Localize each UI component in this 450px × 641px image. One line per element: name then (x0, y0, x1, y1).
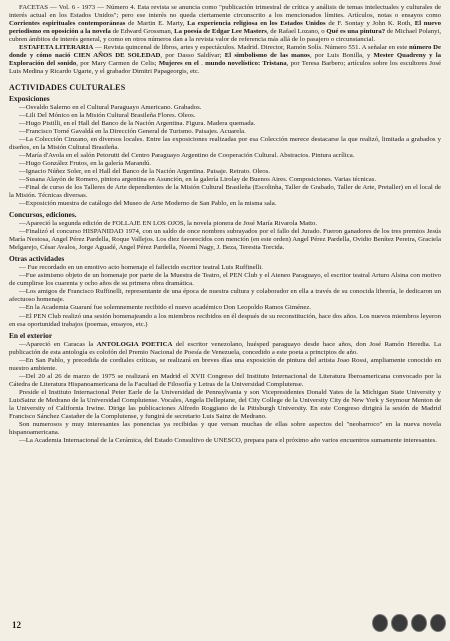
text-run: —Hugo Pistilli, en el Hall del Banco de la Nación Argentina. Figura. Madera quemada. (19, 120, 256, 128)
text-run: —La Academia Internacional de la Cerámica, del Estado Consultivo de UNESCO, prepara para el próximo año varios encuentros sumamente interesantes. (19, 436, 437, 444)
activity-item (9, 152, 441, 160)
text-run: —La Colección Cinzano, en diversos locales. Entre las exposiciones realizadas por esa Colección merece destacarse la que realizó, limitada a grabados y diseños, en la Misión Cultural Brasileña. (9, 136, 441, 152)
text-run: , por Teresa Barbero; artículos sobre los escultores José Luis Medina y Ricardo Ugarte, y el grabador Dimitri Papageorgis, etc. (9, 60, 441, 76)
subsection-heading: Otras actividades (9, 254, 65, 264)
text-run: de Michael Polanyi, cubren ámbitos de interés general, y como en otros números dan a la revista valor de referencia más allá de lo pasajero o circunstancial. (9, 28, 442, 44)
activity-item (9, 200, 441, 208)
subsection-heading: Exposiciones (9, 94, 50, 104)
cultural-activities (9, 83, 441, 445)
bold-text: Corrientes espirituales contemporáneas (9, 20, 126, 28)
text-run: —Finalizó el concurso HISPANIDAD 1974, con un saldo de once nombres subrayados por el fallo del Jurado. Fueron ganadores de los tres premios Jesús María Nestosa, Angel Pérez Pardella, Roque Vallejos. Los diez favorecidos con mención (en este orden) Angel Pérez Pardella, Ovidio Benítez Pereira, Graciela Melgarejo, César Avalos, Jorge Aguadé, Angel Pérez Pardella, Noemí Nagy, J. Beza, Teresita Torcida. (9, 228, 441, 252)
text-run: —María d'Avola en el salón Petorutti del Centro Paraguayo Argentino de Cooperación Cultural. Abstractos. Pintura acrílica. (19, 152, 355, 160)
bold-text: número De donde y cómo nació CIEN AÑOS DE SOLEDAD (9, 44, 441, 60)
subsection-heading: Concursos, ediciones. (9, 210, 77, 220)
activity-item (9, 160, 441, 168)
text-run: —Apareció la segunda edición de FOLLAJE EN LOS OJOS, la novela pionera de José María Rivarola Matto. (19, 220, 318, 228)
text-run: —Apareció en Caracas la (19, 340, 97, 348)
bold-text: Qué es una pintura? (326, 28, 386, 36)
text-run: —El PEN Club realizó una sesión homenajeando a los miembros recibidos en él después de su reconstitución, hace dos años. Los nuevos miembros leyeron en esa oportunidad trabajos (poemas, ensayos, etc.) (9, 312, 441, 328)
activity-item (9, 288, 441, 304)
text-run: , por Luis Bonilla, y (309, 52, 374, 60)
logo-seal-1 (372, 614, 388, 632)
activity-item (9, 184, 441, 200)
text-run: —Final de curso de los Talleres de Arte dependientes de la Misión Cultural Brasileña (Escolinha, Taller de Grabado, Taller de Arte, Pretaller) en el local de la Misión. Técnicas diversas. (9, 184, 441, 200)
activity-item (9, 176, 441, 184)
activity-item (9, 389, 441, 421)
logo-seal-2 (391, 614, 407, 632)
bold-text: La poesía de Edgar Lee Masters (174, 28, 267, 36)
text-run: Preside el Instituto Internacional Peter Earle de la Universidad de Pennsylvania y son Vicepresidentes Donald Yates de la Michigan State University y LuisSainz de Medrano de la Universidad Complutense. Vocales, Angela Dellepiane, del City College de la University City de New York y Seymour Menton de la University of California Irwine. Dirige las publicaciones Alfredo Roggiano de la Pittsburgh University. En este Congreso dirigirá la sesión de Madrid Francisco Sánchez Castañer de la Complutense, y fungirá de secretario Luis Sainz de Medrano. (9, 388, 441, 420)
activity-item (9, 313, 441, 329)
activity-item (9, 357, 441, 373)
bold-text: El simbolismo de las manos (224, 52, 310, 60)
subsection-heading: En el exterior (9, 330, 53, 340)
activity-item (9, 112, 441, 120)
intro-paragraph (9, 4, 441, 44)
activity-item (9, 228, 441, 252)
text-run: , por Dasso Saldívar; (160, 52, 225, 60)
bold-text: ESTAFETA LITERARIA (19, 44, 94, 52)
bold-text: mundo novelístico: Tristana (205, 60, 287, 68)
bold-text: Mester Quadreny y la Exploración del sonido (9, 52, 442, 68)
activity-item (9, 373, 441, 389)
text-run: —En San Pablo, y precedida de cordiales críticas, se realizará en breves días una exposición de pintura del artista Joao Rossi, ampliamente conocido en nuestro ambiente. (9, 356, 441, 372)
document-page (9, 4, 441, 445)
activity-item (9, 272, 441, 288)
activity-item (9, 341, 441, 357)
section-heading: ACTIVIDADES CULTURALES (9, 83, 126, 93)
activity-item (9, 421, 441, 437)
text-run: de Martin E. Marty, (125, 20, 188, 28)
activity-item (9, 168, 441, 176)
text-run: FACETAS — Vol. 6 - 1973 — Número 4. Esta revista se anuncia como "publicación trimestral de crítica y análisis de temas intelectuales y culturales de interés actual en los Estados Unidos"; pero ese interés no queda ciertamente circunscrito a los mencionados límites. Artículos, notas o ensayos como (9, 4, 441, 20)
text-run: . (198, 60, 206, 68)
text-run: —En la Academia Guaraní fue solemnemente recibido el nuevo académico Don Leopoldo Ramos Giménez. (19, 304, 312, 312)
text-run: —Lili Del Mónico en la Misión Cultural Brasileña Flores. Oleos. (19, 112, 196, 120)
text-run: —Los amigos de Francisco Ruffinelli, representante de una época de nuestra cultura y colaborador en ella a través de su conocida librería, le dedicaron un afectuoso homenaje. (9, 288, 441, 304)
activity-item (9, 128, 441, 136)
bold-text: La experiencia religiosa en los Estados Unidos (187, 20, 326, 28)
text-run: —Osvaldo Salerno en el Cultural Paraguayo Americano. Grabados. (19, 104, 202, 112)
text-run: Son numerosos y muy interesantes las ponencias ya recibidas y que versan muchas de ellas sobre aspectos del "neobarroco" en la nueva novela hispanoamericana. (9, 420, 441, 436)
bold-text: Mujeres en el (158, 60, 199, 68)
intro-paragraph (9, 44, 441, 76)
page-number: 12 (12, 620, 21, 630)
text-run: , por Mary Carmen de Celis; (76, 60, 159, 68)
text-run: de Edward Grossman, (110, 28, 175, 36)
text-run: —Del 20 al 26 de marzo de 1975 se realizará en Madrid el XVII Congreso del Instituto Internacional de Literatura Iberoamericana convocado por la Cátedra de Literatura Hispanoamericana de la Facultad de Filosofía y Letras de la Universidad Complutense. (9, 372, 441, 388)
text-run: —Francisco Torné Gavaldá en la Dirección General de Turismo. Paisajes. Acuarela. (19, 128, 246, 136)
text-run: — Revista quincenal de libros, artes y espectáculos. Madrid. Director, Ramón Solís. Número 551. A señalar en este (93, 44, 410, 52)
activity-item (9, 136, 441, 152)
text-run: —Ignacio Núñez Soler, en el Hall del Banco de la Nación Argentina. Paisaje. Retrato. Oleos. (19, 168, 270, 176)
text-run: —Exposición muestra de catálogo del Museo de Arte Moderno de San Pablo, en la misma sala. (19, 200, 277, 208)
activity-item (9, 120, 441, 128)
bold-text: ANTOLOGIA POETICA (96, 340, 173, 348)
logo-seal-3 (411, 614, 427, 632)
text-run: , de Rafael Lozano, o (266, 28, 327, 36)
text-run: —Susana Alayón de Romero, pintora argentina en Asunción, en la galería Lirolay de Buenos Aires. Composiciones. Varias técnicas. (19, 176, 377, 184)
text-run: del escritor venezolano, huésped paraguayo desde hace años, don José Ramón Heredia. La publicación de esta antología es colofón del Premio Nacional de Poesía de Venezuela, concedido a este poeta a principios de año. (9, 340, 441, 356)
activity-item (9, 304, 441, 312)
activity-item (9, 220, 441, 228)
logo-seal-4 (430, 614, 446, 632)
bold-text: El nuevo periodismo en oposición a la novela (9, 20, 442, 36)
text-run: — Fue recordado en un emotivo acto homenaje el fallecido escritor teatral Luis Ruffinelli. (19, 264, 263, 272)
intro-reviews (9, 4, 441, 81)
text-run: de F. Sontay y John K. Roth, (325, 20, 415, 28)
activity-item (9, 437, 441, 445)
text-run: —Hugo González Frutos, en la galería Marandú. (19, 160, 151, 168)
activity-item (9, 104, 441, 112)
footer-logos (372, 614, 446, 634)
activity-item (9, 264, 441, 272)
text-run: —Fue asimismo objeto de un homenaje por parte de la Muestra de Teatro, el PEN Club y el Ateneo Paraguayo, el escritor teatral Arturo Alsina con motivo de cumplirse los cuarenta y ocho años de su primera obra dramática. (9, 272, 441, 288)
